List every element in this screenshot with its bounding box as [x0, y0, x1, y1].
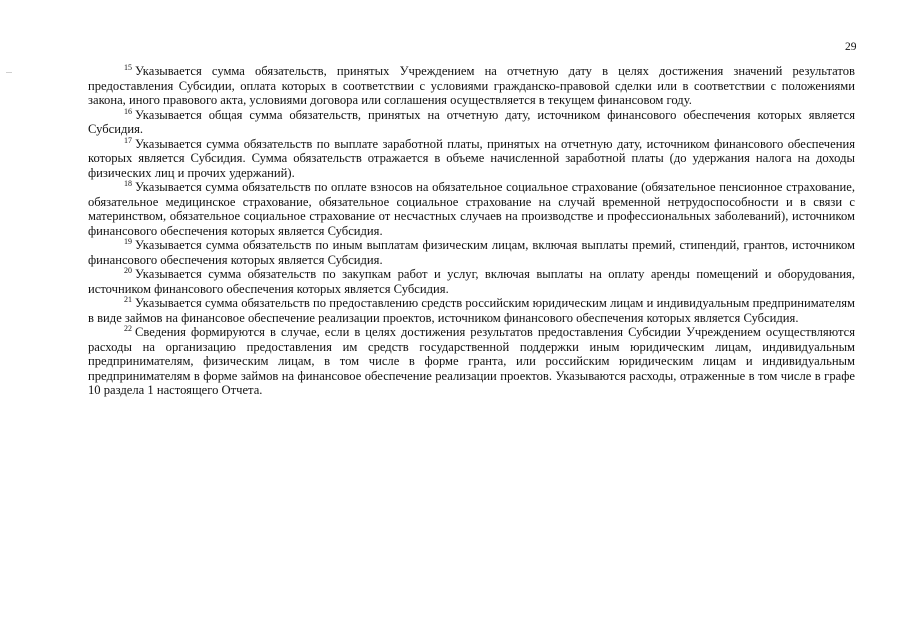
- footnote-19: [88, 238, 855, 267]
- footnote-text: Указывается сумма обязательств по закупкам работ и услуг, включая выплаты на оплату аренды помещений и оборудования, источником финансового обеспечения которых является Субсидия.: [88, 267, 855, 296]
- page-number: 29: [845, 41, 857, 53]
- footnote-16: [88, 108, 855, 137]
- footnote-18: [88, 180, 855, 238]
- footnote-text: Указывается сумма обязательств, принятых Учреждением на отчетную дату в целях достижения значений результатов предоставления Субсидии, оплата которых в соответствии с условиями гражданско-правовой сделки или в соответствии с положениями закона, иного правового акта, условиями договора или соглашения осуществляется в текущем финансовом году.: [88, 64, 855, 107]
- footnote-marker: 21: [124, 295, 132, 304]
- footnote-marker: 18: [124, 179, 132, 188]
- footnote-marker: 16: [124, 106, 132, 116]
- footnote-marker: 22: [124, 324, 132, 333]
- footnote-marker: 17: [124, 135, 132, 145]
- footnotes-block: [88, 64, 855, 398]
- footnote-marker: 19: [124, 237, 132, 246]
- footnote-text: Указывается сумма обязательств по предоставлению средств российским юридическим лицам и индивидуальным предпринимателям в виде займов на финансовое обеспечение реализации проектов, источником финансового обеспечения которых является Субсидия.: [88, 296, 855, 325]
- scan-artifact: [6, 72, 12, 73]
- footnote-21: [88, 296, 855, 325]
- footnote-20: [88, 267, 855, 296]
- footnote-text: Указывается сумма обязательств по оплате взносов на обязательное социальное страхование (обязательное пенсионное страхование, обязательное медицинское страхование, обязательное социальное страхование на случай временной нетрудоспособности и в связи с материнством, обязательное социальное страхование от несчастных случаев на производстве и профессиональных заболеваний), источником финансового обеспечения которых является Субсидия.: [88, 180, 855, 238]
- footnote-text: Указывается общая сумма обязательств, принятых на отчетную дату, источником финансового обеспечения которых является Субсидия.: [88, 107, 855, 136]
- footnote-15: [88, 64, 855, 108]
- footnote-marker: 20: [124, 266, 132, 275]
- footnote-text: Указывается сумма обязательств по выплате заработной платы, принятых на отчетную дату, источником финансового обеспечения которых является Субсидия. Сумма обязательств отражается в объеме начисленной заработной платы (до удержания налога на доходы физических лиц и прочих удержаний).: [88, 136, 855, 180]
- footnote-17: [88, 137, 855, 181]
- footnote-22: [88, 325, 855, 398]
- footnote-text: Сведения формируются в случае, если в целях достижения результатов предоставления Субсидии Учреждением осуществляются расходы на организацию предоставления им средств государственной поддержки иным юридическим лицам, индивидуальным предпринимателям, физическим лицам, в том числе в форме гранта, или российским юридическим лицам и индивидуальным предпринимателям в форме займов на финансовое обеспечение реализации проектов. Указываются расходы, отраженные в том числе в графе 10 раздела 1 настоящего Отчета.: [88, 325, 855, 397]
- footnote-marker: 15: [124, 63, 132, 72]
- footnote-text: Указывается сумма обязательств по иным выплатам физическим лицам, включая выплаты премий, стипендий, грантов, источником финансового обеспечения которых является Субсидия.: [88, 238, 855, 267]
